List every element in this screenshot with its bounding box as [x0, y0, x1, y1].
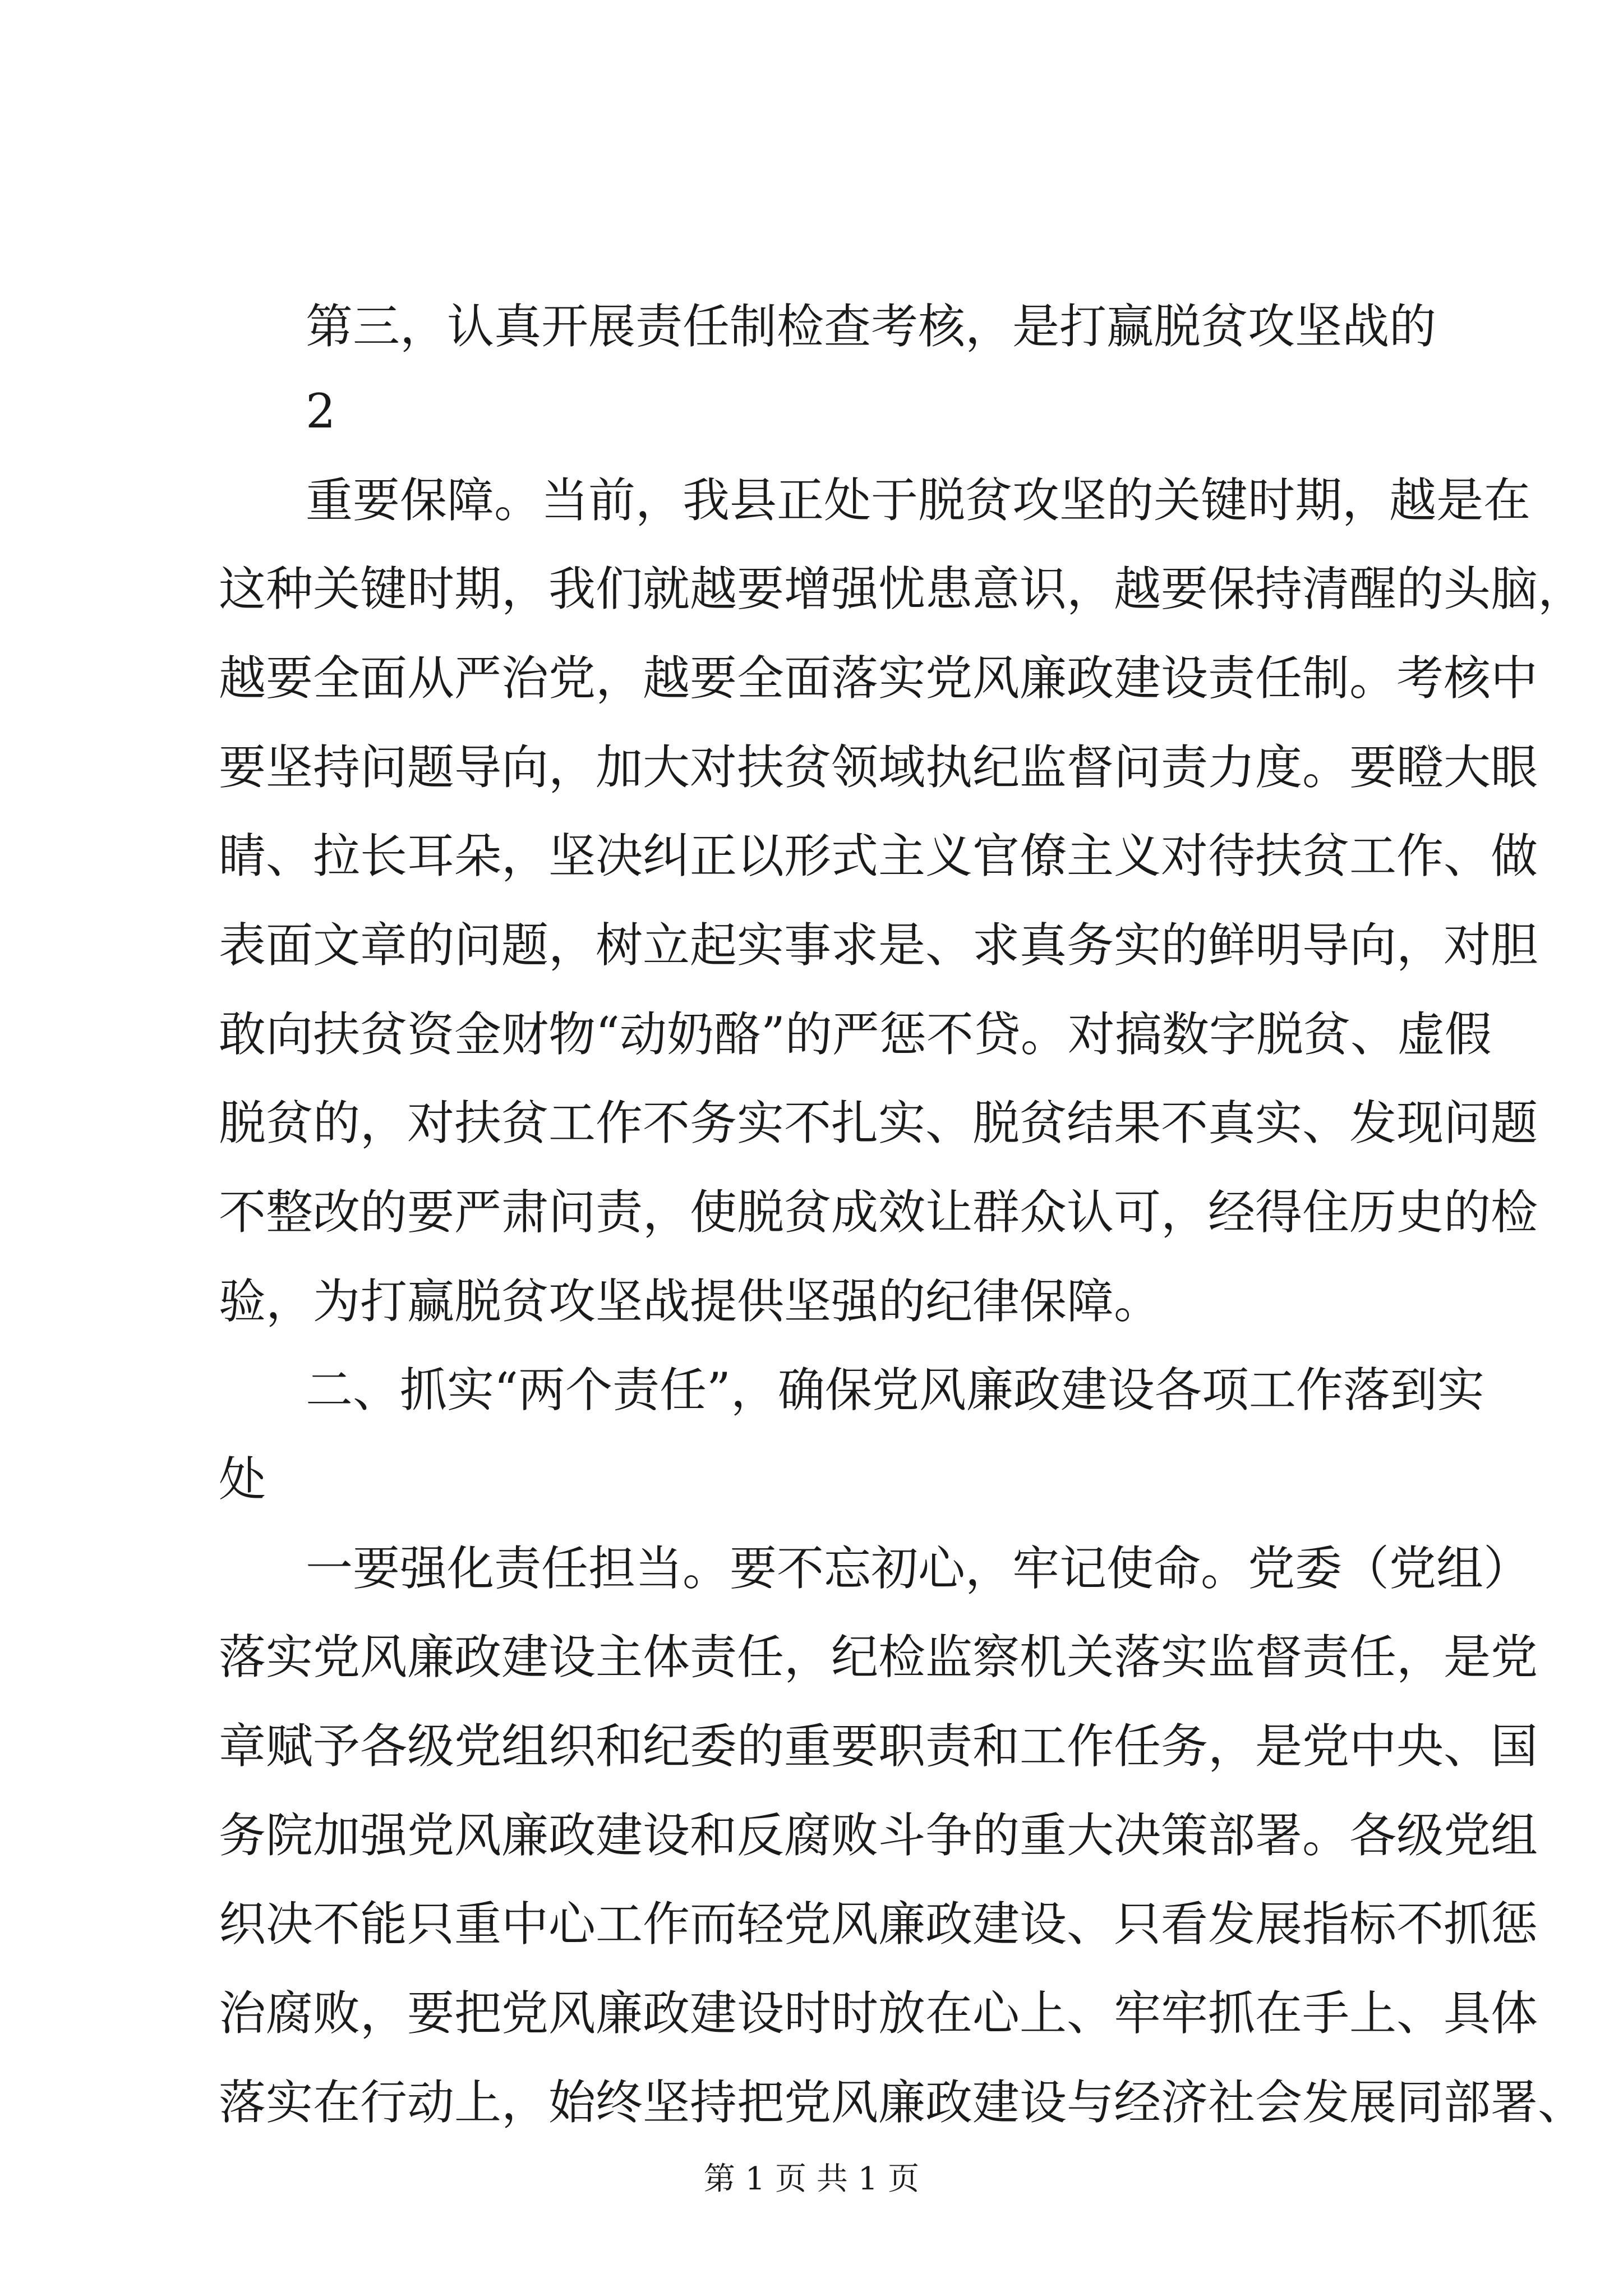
- paragraph-line: 这种关键时期，我们就越要增强忧患意识，越要保持清醒的头脑，: [219, 562, 1585, 616]
- paragraph-line: 越要全面从严治党，越要全面落实党风廉政建设责任制。考核中: [219, 651, 1538, 706]
- paragraph-line: 落实党风廉政建设主体责任，纪检监察机关落实监督责任，是党: [219, 1630, 1538, 1685]
- page-footer: 第 1 页 共 1 页: [703, 2161, 920, 2197]
- page-number-marker: 2: [306, 384, 336, 439]
- paragraph-line: 第三，认真开展责任制检查考核，是打赢脱贫攻坚战的: [306, 299, 1437, 354]
- section-heading-line: 处: [219, 1452, 266, 1507]
- paragraph-line: 睛、拉长耳朵，坚决纠正以形式主义官僚主义对待扶贫工作、做: [219, 829, 1538, 884]
- paragraph-line: 治腐败，要把党风廉政建设时时放在心上、牢牢抓在手上、具体: [219, 1986, 1538, 2041]
- paragraph-line: 一要强化责任担当。要不忘初心，牢记使命。党委（党组）: [306, 1541, 1531, 1596]
- paragraph-line: 务院加强党风廉政建设和反腐败斗争的重大决策部署。各级党组: [219, 1808, 1538, 1863]
- paragraph-line: 敢向扶贫资金财物“动奶酪”的严惩不贷。对搞数字脱贫、虚假: [219, 1007, 1492, 1062]
- paragraph-line: 织决不能只重中心工作而轻党风廉政建设、只看发展指标不抓惩: [219, 1897, 1538, 1952]
- paragraph-line: 表面文章的问题，树立起实事求是、求真务实的鲜明导向，对胆: [219, 918, 1538, 973]
- paragraph-line: 落实在行动上，始终坚持把党风廉政建设与经济社会发展同部署、: [219, 2075, 1585, 2130]
- paragraph-line: 脱贫的，对扶贫工作不务实不扎实、脱贫结果不真实、发现问题: [219, 1096, 1538, 1151]
- paragraph-line: 章赋予各级党组织和纪委的重要职责和工作任务，是党中央、国: [219, 1719, 1538, 1774]
- paragraph-line: 重要保障。当前，我县正处于脱贫攻坚的关键时期，越是在: [306, 473, 1531, 528]
- paragraph-line: 验，为打赢脱贫攻坚战提供坚强的纪律保障。: [219, 1274, 1161, 1329]
- paragraph-line: 要坚持问题导向，加大对扶贫领域执纪监督问责力度。要瞪大眼: [219, 740, 1538, 795]
- paragraph-line: 不整改的要严肃问责，使脱贫成效让群众认可，经得住历史的检: [219, 1185, 1538, 1240]
- section-heading-line: 二、抓实“两个责任”，确保党风廉政建设各项工作落到实: [306, 1363, 1484, 1418]
